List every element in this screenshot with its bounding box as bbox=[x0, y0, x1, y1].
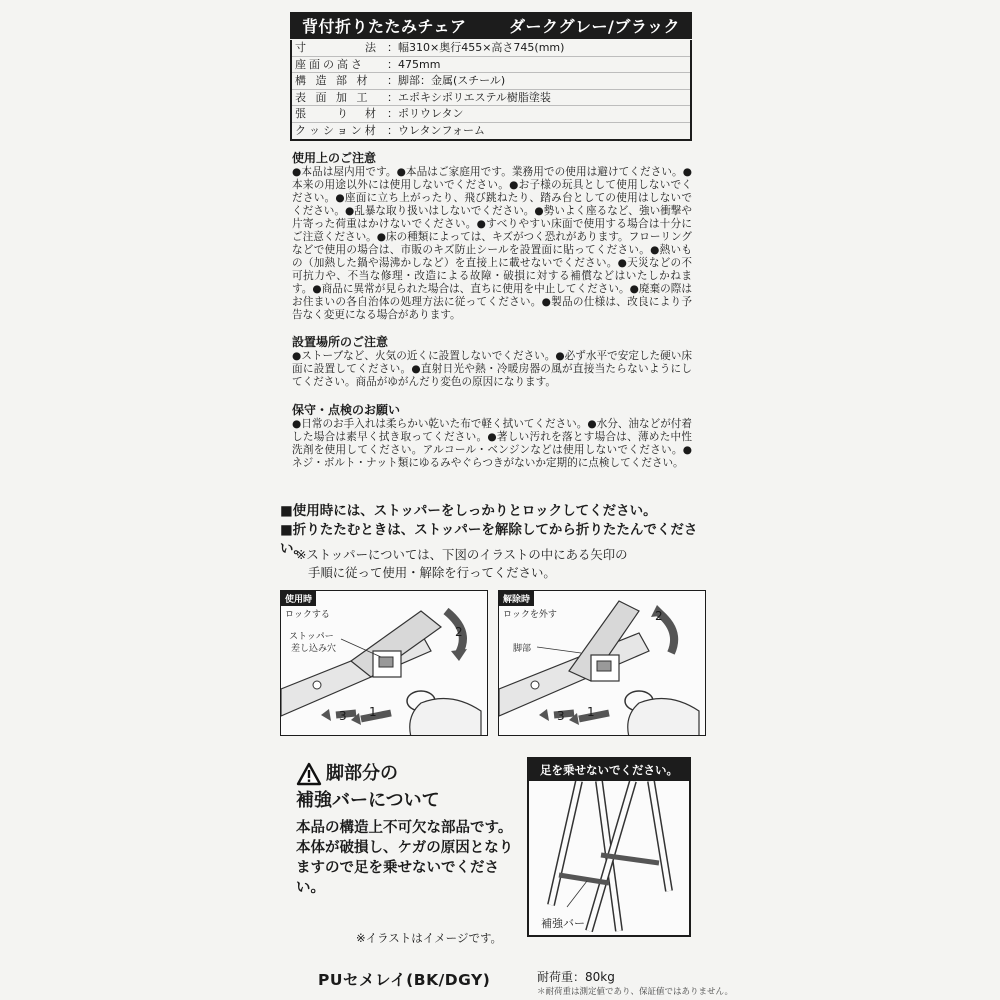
spec-table bbox=[290, 40, 692, 141]
leg-label: 脚部 bbox=[513, 644, 532, 654]
warning-triangle-icon bbox=[296, 762, 322, 786]
spec-label: 表 面 加 工 bbox=[295, 90, 371, 104]
chair-warning-box bbox=[527, 757, 691, 937]
section-heading: 設置場所のご注意 bbox=[292, 335, 389, 349]
spec-value: ：ウレタンフォーム bbox=[387, 123, 486, 137]
product-color: ダークグレー/ブラック bbox=[508, 17, 680, 36]
spec-label: 張 り 材 bbox=[295, 107, 379, 121]
chair-frame-illustration bbox=[529, 781, 689, 935]
spec-row bbox=[292, 122, 690, 139]
spec-value: ：エポキシポリエステル樹脂塗装 bbox=[387, 90, 551, 104]
spec-row bbox=[292, 40, 690, 56]
load-capacity-note: ＊耐荷重は測定値であり、保証値ではありません。 bbox=[537, 987, 734, 997]
spec-label: クッション材 bbox=[295, 123, 379, 137]
step-1-label: 1 bbox=[369, 705, 377, 719]
step-2-label: 2 bbox=[655, 609, 663, 623]
chair-box-title: 足を乗せないでください。 bbox=[529, 759, 689, 781]
step-3-label: 3 bbox=[557, 709, 565, 723]
step-2-label: 2 bbox=[455, 625, 463, 639]
section-heading: 使用上のご注意 bbox=[292, 151, 377, 165]
panel-action-label: ロックする bbox=[285, 610, 330, 620]
instruction-release: ■折りたたむときは、ストッパーを解除してから折りたたんでください。 bbox=[280, 522, 698, 557]
installation-cautions-section bbox=[292, 336, 692, 389]
load-capacity: 耐荷重：80kg bbox=[537, 970, 615, 984]
title-bar bbox=[290, 12, 692, 39]
product-title: 背付折りたたみチェア bbox=[302, 17, 467, 36]
stopper-hole-label: 差し込み穴 bbox=[291, 644, 337, 654]
spec-label: 構 造 部 材 bbox=[295, 74, 371, 88]
usage-cautions-section bbox=[292, 152, 692, 322]
step-3-label: 3 bbox=[339, 709, 347, 723]
illustration-note: ※イラストはイメージです。 bbox=[356, 931, 503, 945]
maintenance-section bbox=[292, 404, 692, 470]
spec-value: ：475mm bbox=[387, 57, 441, 71]
step-1-label: 1 bbox=[587, 705, 595, 719]
brace-bar-label: 補強バー bbox=[541, 917, 585, 930]
warning-title-line: 補強バーについて bbox=[296, 790, 440, 811]
spec-row bbox=[292, 56, 690, 73]
spec-value: ：脚部：金属(スチール) bbox=[387, 74, 506, 88]
spec-label: 寸 法 bbox=[295, 41, 379, 54]
model-name: PUセメレイ(BK/DGY) bbox=[318, 971, 491, 989]
panel-release-illustration bbox=[498, 590, 706, 736]
instruction-lock: ■使用時には、ストッパーをしっかりとロックしてください。 bbox=[280, 503, 657, 519]
warning-title-row bbox=[296, 760, 526, 787]
section-body: ●日常のお手入れは柔らかい乾いた布で軽く拭いてください。●水分、油などが付着した場合は素早く拭き取ってください。●著しい汚れを落とす場合は、薄めた中性洗剤を使用してください。アルコール・ベンジンなどは使用しないでください。●ネジ・ボルト・ナット類にゆるみやぐらつきがないか定期的に点検してください。 bbox=[292, 418, 692, 469]
section-body: ●ストーブなど、火気の近くに設置しないでください。●必ず水平で安定した硬い床面に設置してください。●直射日光や熱・冷暖房器の風が直接当たらないようにしてください。商品がゆがんだり変色の原因になります。 bbox=[292, 350, 692, 388]
stopper-note bbox=[296, 546, 696, 582]
spec-value: ：ポリウレタン bbox=[387, 107, 464, 121]
panel-use-illustration bbox=[280, 590, 488, 736]
panel-action-label: ロックを外す bbox=[503, 610, 557, 620]
spec-row bbox=[292, 105, 690, 122]
section-body: ●本品は屋内用です。●本品はご家庭用です。業務用での使用は避けてください。●本来の用途以外には使用しないでください。●お子様の玩具として使用しないでください。●座面に立ち上がったり、飛び跳ねたり、踏み台としての使用はしないでください。●乱暴な取り扱いはしないでください。●勢いよく座るなど、強い衝撃や片寄った荷重はかけないでください。●すべりやすい床面で使用する場合は十分にご注意ください。●床の種類によっては、キズがつく恐れがあります。フローリングなどで使用の場合は、市販のキズ防止シールを設置面に貼ってください。●熱いもの（加熱した鍋や湯沸かしなど）を直接上に載せないでください。●天災などの不可抗力や、不当な修理・改造による故障・破損に対する補償などはいたしかねます。●商品に異常が見られた場合は、直ちに使用を中止してください。●廃棄の際はお住まいの各自治体の処理方法に従ってください。●製品の仕様は、改良により予告なく変更になる場合があります。 bbox=[292, 166, 692, 321]
warning-body: 本品の構造上不可欠な部品です。本体が破損し、ケガの原因となりますので足を乗せないでください。 bbox=[296, 820, 514, 896]
spec-row bbox=[292, 89, 690, 106]
spec-value: ：幅310×奥行455×高さ745(mm) bbox=[387, 41, 565, 54]
stopper-note-line: 手順に従って使用・解除を行ってください。 bbox=[308, 565, 556, 580]
panel-tag: 使用時 bbox=[281, 591, 316, 606]
spec-row bbox=[292, 72, 690, 89]
warning-title bbox=[296, 760, 526, 814]
stopper-note-line: ※ストッパーについては、下図のイラストの中にある矢印の bbox=[296, 547, 628, 562]
panel-tag: 解除時 bbox=[499, 591, 534, 606]
warning-title-line: 脚部分の bbox=[326, 763, 398, 784]
spec-label: 座面の高さ bbox=[295, 57, 365, 71]
section-heading: 保守・点検のお願い bbox=[292, 403, 401, 417]
stopper-label: ストッパー bbox=[289, 632, 334, 642]
